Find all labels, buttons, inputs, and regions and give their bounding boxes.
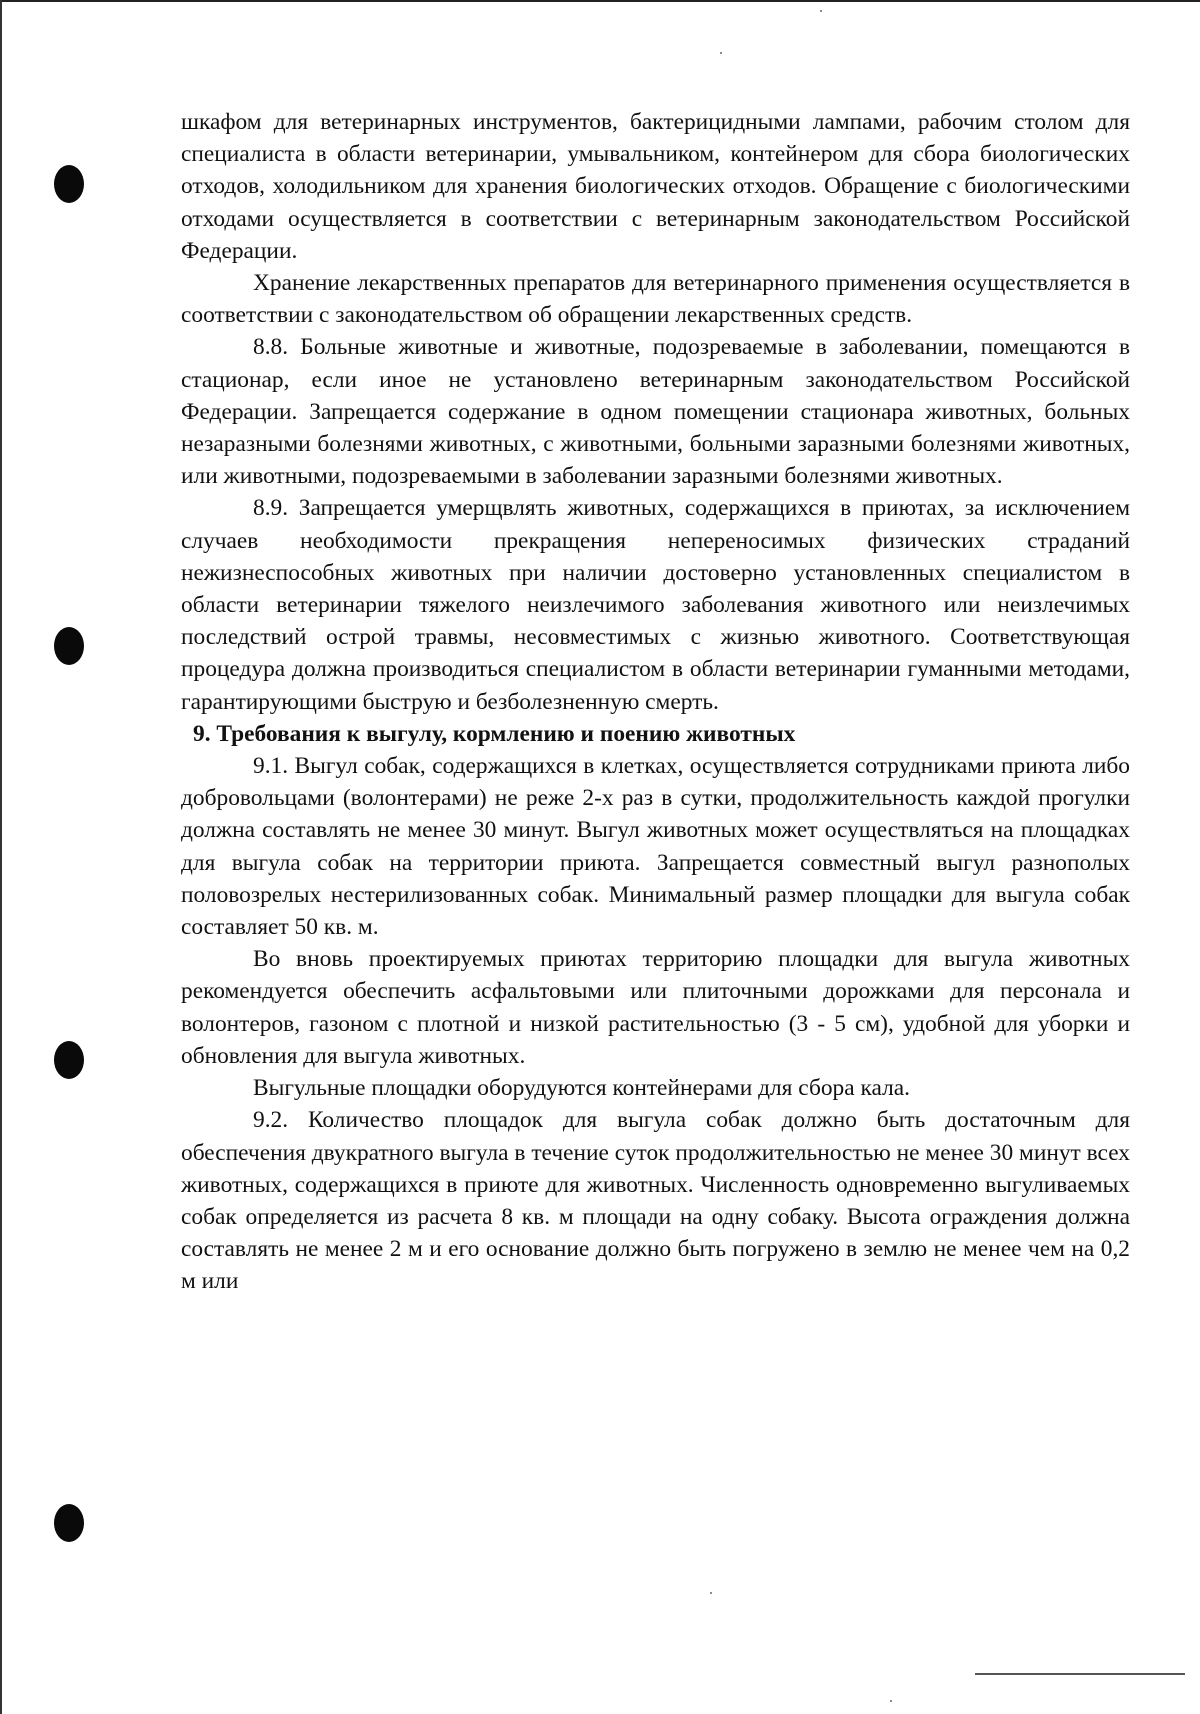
paragraph-9-1: 9.1. Выгул собак, содержащихся в клетках, осуществляется сотрудниками приюта либо добровольцами (волонтерами) не реже 2-х раз в сутки, продолжительность каждой прогулки должна составлять не менее 30 минут. Выгул животных может осуществляться на площадках для выгула собак на территории приюта. Запрещается совместный выгул разнополых половозрелых нестерилизованных собак. Минимальный размер площадки для выгула собак составляет 50 кв. м. (181, 753, 1130, 941)
scan-edge-left (0, 0, 2, 1714)
paragraph-equipment: шкафом для ветеринарных инструментов, бактерицидными лампами, рабочим столом для специалиста в области ветеринарии, умывальником, контейнером для сбора биологических отходов, холодильником для хранения биологических отходов. Обращение с биологическими отходами осуществляется в соответствии с ветеринарным законодательством Российской Федерации. (181, 109, 1130, 264)
section-9-heading: 9. Требования к выгулу, кормлению и поению животных (193, 720, 796, 747)
document-body (181, 106, 1130, 1298)
scan-speck (820, 10, 822, 12)
scan-speck (890, 1700, 892, 1702)
paragraph-9-2: 9.2. Количество площадок для выгула собак должно быть достаточным для обеспечения двукратного выгула в течение суток продолжительностью не менее 30 минут всех животных, содержащихся в приюте для животных. Численность одновременно выгуливаемых собак определяется из расчета 8 кв. м площади на одну собаку. Высота ограждения должна составлять не менее 2 м и его основание должно быть погружено в землю не менее чем на 0,2 м или (181, 1107, 1130, 1295)
paragraph-8-8: 8.8. Больные животные и животные, подозреваемые в заболевании, помещаются в стационар, если иное не установлено ветеринарным законодательством Российской Федерации. Запрещается содержание в одном помещении стационара животных, больных незаразными болезнями животных, с животными, больными заразными болезнями животных, или животными, подозреваемыми в заболевании заразными болезнями животных. (181, 334, 1130, 490)
scan-speck (710, 1592, 712, 1594)
scan-speck (720, 52, 722, 54)
scan-mark-bottom (975, 1673, 1185, 1675)
punch-hole-1 (54, 165, 84, 203)
scan-edge-top (0, 0, 1200, 2)
punch-hole-4 (54, 1504, 84, 1542)
punch-hole-3 (54, 1041, 84, 1079)
punch-hole-2 (54, 627, 84, 665)
paragraph-8-9: 8.9. Запрещается умерщвлять животных, содержащихся в приютах, за исключением случаев необходимости прекращения непереносимых физических страданий нежизнеспособных животных при наличии достоверно установленных специалистом в области ветеринарии тяжелого неизлечимого заболевания животного или неизлечимых последствий острой травмы, несовместимых с жизнью животного. Соответствующая процедура должна производиться специалистом в области ветеринарии гуманными методами, гарантирующими быструю и безболезненную смерть. (181, 495, 1130, 715)
paragraph-9-1-territory: Во вновь проектируемых приютах территорию площадки для выгула животных рекомендуется обеспечить асфальтовыми или плиточными дорожками для персонала и волонтеров, газоном с плотной и низкой растительностью (3 - 5 см), удобной для уборки и обновления для выгула животных. (181, 946, 1130, 1069)
paragraph-drug-storage: Хранение лекарственных препаратов для ветеринарного применения осуществляется в соответствии с законодательством об обращении лекарственных средств. (181, 270, 1130, 329)
paragraph-9-1-containers: Выгульные площадки оборудуются контейнерами для сбора кала. (253, 1075, 910, 1102)
